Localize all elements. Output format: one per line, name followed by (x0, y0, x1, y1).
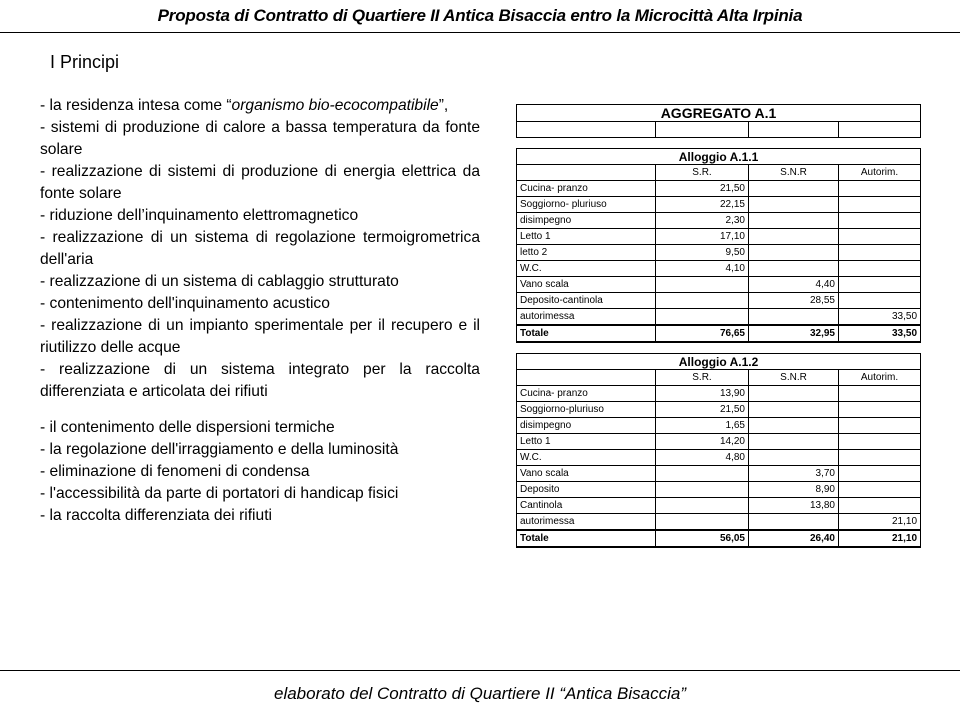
column-header-row (517, 370, 921, 386)
total-snr: 32,95 (749, 325, 839, 342)
autorim-value (839, 213, 921, 229)
sr-value: 13,90 (656, 386, 749, 402)
column-header: S.R. (656, 370, 749, 386)
autorim-value (839, 277, 921, 293)
table-row (517, 197, 921, 213)
snr-value (749, 418, 839, 434)
room-name: Cucina- pranzo (517, 181, 656, 197)
principle-item: - realizzazione di un sistema integrato per la raccolta differenziata e articolata dei rifiuti (40, 361, 480, 400)
total-row (517, 530, 921, 547)
table-row (517, 514, 921, 531)
autorim-value (839, 482, 921, 498)
table-row (517, 277, 921, 293)
column-header: Autorim. (839, 370, 921, 386)
autorim-value: 21,10 (839, 514, 921, 531)
sr-value (656, 309, 749, 326)
autorim-value (839, 181, 921, 197)
sr-value: 4,80 (656, 450, 749, 466)
autorim-value (839, 229, 921, 245)
room-name: Deposito-cantinola (517, 293, 656, 309)
autorim-value (839, 261, 921, 277)
column-header: S.N.R (749, 165, 839, 181)
principle-item: - realizzazione di un sistema di cablaggio strutturato (40, 273, 399, 290)
principle-item: - l'accessibilità da parte di portatori di handicap fisici (40, 485, 399, 502)
page-footer: elaborato del Contratto di Quartiere II “Antica Bisaccia” (274, 684, 686, 703)
room-name: Deposito (517, 482, 656, 498)
alloggio-title: Alloggio A.1.1 (517, 149, 921, 165)
principle-item: - contenimento dell'inquinamento acustico (40, 295, 330, 312)
sr-value (656, 466, 749, 482)
sr-value: 1,65 (656, 418, 749, 434)
principle-item: - la raccolta differenziata dei rifiuti (40, 507, 272, 524)
snr-value (749, 309, 839, 326)
alloggio-a12 (517, 354, 921, 548)
sr-value (656, 277, 749, 293)
principle-item: - realizzazione di sistemi di produzione di energia elettrica da fonte solare (40, 163, 480, 202)
sr-value (656, 293, 749, 309)
section-title: I Principi (50, 52, 120, 72)
autorim-value (839, 434, 921, 450)
snr-value (749, 181, 839, 197)
sr-value: 4,10 (656, 261, 749, 277)
snr-value: 8,90 (749, 482, 839, 498)
snr-value: 3,70 (749, 466, 839, 482)
snr-value (749, 213, 839, 229)
sr-value: 9,50 (656, 245, 749, 261)
autorim-value (839, 498, 921, 514)
table-row (517, 181, 921, 197)
snr-value (749, 386, 839, 402)
alloggio-a11 (517, 149, 921, 343)
total-autorim: 21,10 (839, 530, 921, 547)
sr-value: 17,10 (656, 229, 749, 245)
table-row (517, 466, 921, 482)
table-row (517, 213, 921, 229)
room-name: W.C. (517, 450, 656, 466)
principle-item: - la regolazione dell'irraggiamento e della luminosità (40, 441, 399, 458)
room-name: W.C. (517, 261, 656, 277)
room-name: autorimessa (517, 514, 656, 531)
column-header: Autorim. (839, 165, 921, 181)
total-autorim: 33,50 (839, 325, 921, 342)
room-name: Cucina- pranzo (517, 386, 656, 402)
principle-item: - la residenza intesa come “organismo bio-ecocompatibile”, (40, 97, 449, 114)
autorim-value: 33,50 (839, 309, 921, 326)
autorim-value (839, 466, 921, 482)
room-name: Vano scala (517, 277, 656, 293)
snr-value (749, 434, 839, 450)
principle-item: - realizzazione di un sistema di regolazione termoigrometrica dell'aria (40, 229, 480, 268)
autorim-value (839, 386, 921, 402)
table-row (517, 293, 921, 309)
sr-value: 2,30 (656, 213, 749, 229)
room-name: Soggiorno- pluriuso (517, 197, 656, 213)
principle-item: - sistemi di produzione di calore a bassa temperatura da fonte solare (40, 119, 480, 158)
principle-item: - riduzione dell’inquinamento elettromagnetico (40, 207, 359, 224)
sr-value: 21,50 (656, 402, 749, 418)
principle-item: - realizzazione di un impianto sperimentale per il recupero e il riutilizzo delle acque (40, 317, 480, 356)
sr-value (656, 482, 749, 498)
column-header: S.N.R (749, 370, 839, 386)
room-name: disimpegno (517, 418, 656, 434)
header-divider (0, 32, 960, 33)
alloggio-title: Alloggio A.1.2 (517, 354, 921, 370)
autorim-value (839, 245, 921, 261)
total-row (517, 325, 921, 342)
snr-value: 4,40 (749, 277, 839, 293)
snr-value: 28,55 (749, 293, 839, 309)
total-snr: 26,40 (749, 530, 839, 547)
table-row (517, 418, 921, 434)
room-name: Vano scala (517, 466, 656, 482)
autorim-value (839, 293, 921, 309)
table-row (517, 261, 921, 277)
room-name: Soggiorno-pluriuso (517, 402, 656, 418)
column-header: S.R. (656, 165, 749, 181)
autorim-value (839, 402, 921, 418)
autorim-value (839, 197, 921, 213)
total-sr: 56,05 (656, 530, 749, 547)
snr-value (749, 245, 839, 261)
table-row (517, 450, 921, 466)
table-row (517, 498, 921, 514)
principle-item: - il contenimento delle dispersioni termiche (40, 419, 335, 436)
room-name: Cantinola (517, 498, 656, 514)
autorim-value (839, 418, 921, 434)
column-header-row (517, 165, 921, 181)
sr-value: 14,20 (656, 434, 749, 450)
room-name: autorimessa (517, 309, 656, 326)
room-name: Letto 1 (517, 434, 656, 450)
room-name: disimpegno (517, 213, 656, 229)
table-row (517, 309, 921, 326)
autorim-value (839, 450, 921, 466)
total-label: Totale (517, 325, 656, 342)
principle-item: - eliminazione di fenomeni di condensa (40, 463, 310, 480)
aggregato-table (516, 104, 921, 548)
sr-value (656, 498, 749, 514)
snr-value (749, 514, 839, 531)
snr-value: 13,80 (749, 498, 839, 514)
total-label: Totale (517, 530, 656, 547)
footer-divider (0, 670, 960, 671)
sr-value (656, 514, 749, 531)
table-row (517, 229, 921, 245)
principles-text (40, 95, 480, 527)
snr-value (749, 402, 839, 418)
page-header-title: Proposta di Contratto di Quartiere II Antica Bisaccia entro la Microcittà Alta Irpinia (157, 6, 803, 25)
snr-value (749, 197, 839, 213)
room-name: letto 2 (517, 245, 656, 261)
total-sr: 76,65 (656, 325, 749, 342)
table-row (517, 402, 921, 418)
room-name: Letto 1 (517, 229, 656, 245)
table-row (517, 245, 921, 261)
table-row (517, 482, 921, 498)
table-row (517, 434, 921, 450)
snr-value (749, 261, 839, 277)
table-row (517, 386, 921, 402)
snr-value (749, 450, 839, 466)
snr-value (749, 229, 839, 245)
aggregato-title: AGGREGATO A.1 (517, 105, 921, 122)
sr-value: 21,50 (656, 181, 749, 197)
sr-value: 22,15 (656, 197, 749, 213)
